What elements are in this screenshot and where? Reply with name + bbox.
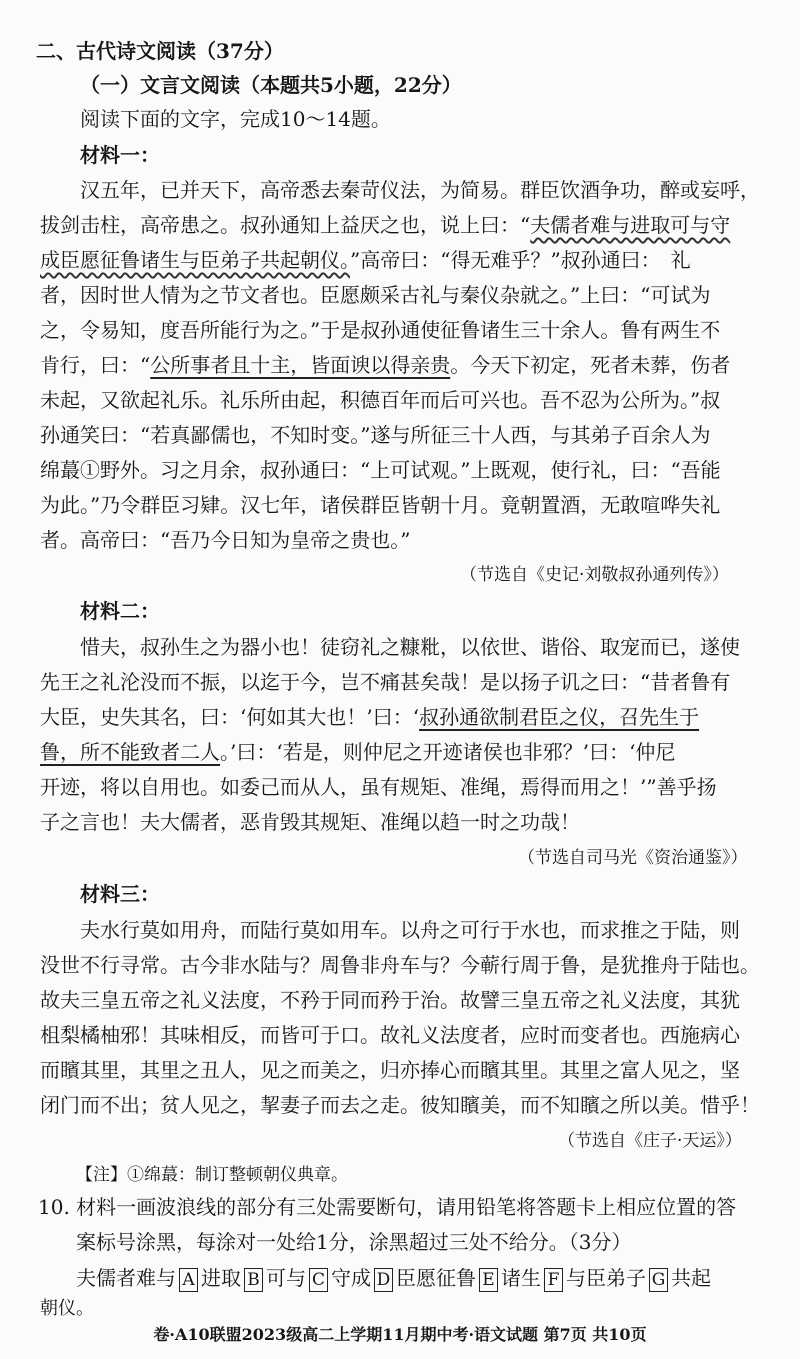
wavy-underline-segment: 成臣愿征鲁诸生与臣弟子共起朝仪。	[40, 248, 350, 272]
page-footer: 卷·A10联盟2023级高二上学期11月期中考·语文试题 第7页 共10页	[153, 1325, 647, 1344]
text-segment: 肯行，曰：“	[40, 353, 151, 377]
text-segment: 拔剑击柱，高帝患之。叔孙通知上益厌之也，说上曰：“	[40, 213, 531, 237]
material1-line: 为此。”乃令群臣习肄。汉七年，诸侯群臣皆朝十月。竟朝置酒，无敢喧哗失礼	[40, 493, 721, 517]
material3-source: （节选自《庄子·天运》）	[558, 1131, 742, 1151]
material3-line: 夫水行莫如用舟，而陆行莫如用车。以舟之可行于水也，而求推之于陆，则	[80, 918, 740, 942]
question-10	[38, 1194, 736, 1220]
section-heading: 二、古代诗文阅读（37分）	[36, 39, 284, 63]
option-segment: 与臣弟子	[566, 1266, 646, 1290]
material2-line: 惜夫，叔孙生之为器小也！徒窃礼之糠粃，以依世、谐俗、取宠而已，遂使	[80, 635, 740, 659]
material1-line: 之，令易知，度吾所能行为之。”于是叔孙通使征鲁诸生三十余人。鲁有两生不	[40, 318, 721, 342]
subsection-heading: （一）文言文阅读（本题共5小题，22分）	[80, 73, 462, 97]
material2-source: （节选自司马光《资治通鉴》）	[518, 848, 748, 868]
material3-line: 而矉其里，其里之丑人，见之而美之，归亦捧心而矉其里。其里之富人见之，坚	[40, 1058, 740, 1082]
underlined-sentence: 鲁，所不能致者二人	[40, 740, 220, 764]
material1-line	[40, 247, 691, 273]
option-box-d[interactable]: D	[374, 1268, 393, 1292]
material3-line: 故夫三皇五帝之礼义法度，不矜于同而矜于治。故譬三皇五帝之礼义法度，其犹	[40, 988, 740, 1012]
text-segment: 。今天下初定，死者未葬，伤者	[450, 353, 731, 377]
instruction: 阅读下面的文字，完成10～14题。	[80, 107, 391, 131]
text-segment: 。’曰：‘若是，则仲尼之开迹诸侯也非邪？’曰：‘仲尼	[220, 740, 676, 764]
underlined-sentence: 叔孙通欲制君臣之仪，召先生于	[419, 705, 700, 729]
material1-line: 未起，又欲起礼乐。礼乐所由起，积德百年而后可兴也。吾不忍为公所为。”叔	[40, 388, 721, 412]
material3-line: 闭门而不出；贫人见之，挈妻子而去之走。彼知矉美，而不知矉之所以美。惜乎！	[40, 1093, 760, 1117]
option-box-g[interactable]: G	[649, 1268, 668, 1292]
wavy-underline-segment: 夫儒者难与进取可与守	[530, 213, 731, 237]
option-segment: 共起	[671, 1266, 711, 1290]
option-segment: 进取	[201, 1266, 241, 1290]
material3-line: 柤梨橘柚邪！其味相反，而皆可于口。故礼义法度者，应时而变者也。西施病心	[40, 1023, 740, 1047]
material1-line: 孙通笑曰：“若真鄙儒也，不知时变。”遂与所征三十人西，与其弟子百余人为	[40, 423, 711, 447]
material2-line: 先王之礼沦没而不振，以迄于今，岂不痛甚矣哉！是以扬子讥之曰：“昔者鲁有	[40, 670, 731, 694]
question-10-line2: 案标号涂黑，每涂对一处给1分，涂黑超过三处不给分。（3分）	[76, 1230, 632, 1254]
option-segment: 诸生	[501, 1266, 541, 1290]
material1-line	[40, 212, 730, 238]
material1-source: （节选自《史记·刘敬叔孙通列传》）	[460, 565, 729, 585]
material1-line: 者。高帝曰：“吾乃今日知为皇帝之贵也。”	[40, 528, 411, 552]
option-box-f[interactable]: F	[544, 1268, 563, 1292]
material2-label: 材料二：	[80, 599, 160, 623]
option-box-c[interactable]: C	[309, 1268, 328, 1292]
material2-line: 开迹，将以自用也。如委己而从人，虽有规矩、准绳，焉得而用之！’”善乎扬	[40, 775, 717, 799]
underlined-sentence: 公所事者且十主，皆面谀以得亲贵	[150, 353, 451, 377]
material3-label: 材料三：	[80, 882, 160, 906]
option-segment: 臣愿征鲁	[396, 1266, 476, 1290]
question-number: 10.	[38, 1195, 70, 1219]
option-segment: 守成	[331, 1266, 371, 1290]
material2-line: 子之言也！夫大儒者，恶肯毁其规矩、准绳以趋一时之功哉！	[40, 810, 580, 834]
option-box-b[interactable]: B	[244, 1268, 263, 1292]
material3-line: 没世不行寻常。古今非水陆与？周鲁非舟车与？今蕲行周于鲁，是犹推舟于陆也。	[40, 953, 760, 977]
footnote: 【注】①绵蕞：制订整顿朝仪典章。	[76, 1165, 348, 1185]
option-box-e[interactable]: E	[479, 1268, 498, 1292]
question-text: 材料一画波浪线的部分有三处需要断句，请用铅笔将答题卡上相应位置的答	[76, 1195, 737, 1219]
material1-line: 绵蕞①野外。习之月余，叔孙通曰：“上可试观。”上既观，使行礼，曰：“吾能	[40, 458, 721, 482]
material1-label: 材料一：	[80, 143, 160, 167]
answer-options-line	[76, 1265, 711, 1292]
option-box-a[interactable]: A	[179, 1268, 198, 1292]
text-segment: 大臣，史失其名，曰：‘何如其大也！’曰：‘	[40, 705, 420, 729]
option-segment: 可与	[266, 1266, 306, 1290]
material1-line	[40, 352, 730, 378]
material2-line	[40, 739, 675, 765]
option-segment: 夫儒者难与	[76, 1266, 176, 1290]
text-segment: ”高帝曰：“得无难乎？”叔孙通曰： 礼	[350, 248, 691, 272]
material1-line: 者，因时世人情为之节文者也。臣愿颇采古礼与秦仪杂就之。”上曰：“可试为	[40, 283, 711, 307]
options-tail: 朝仪。	[40, 1298, 94, 1319]
material1-line: 汉五年，已并天下，高帝悉去秦苛仪法，为简易。群臣饮酒争功，醉或妄呼，	[80, 178, 760, 202]
material2-line	[40, 704, 699, 730]
